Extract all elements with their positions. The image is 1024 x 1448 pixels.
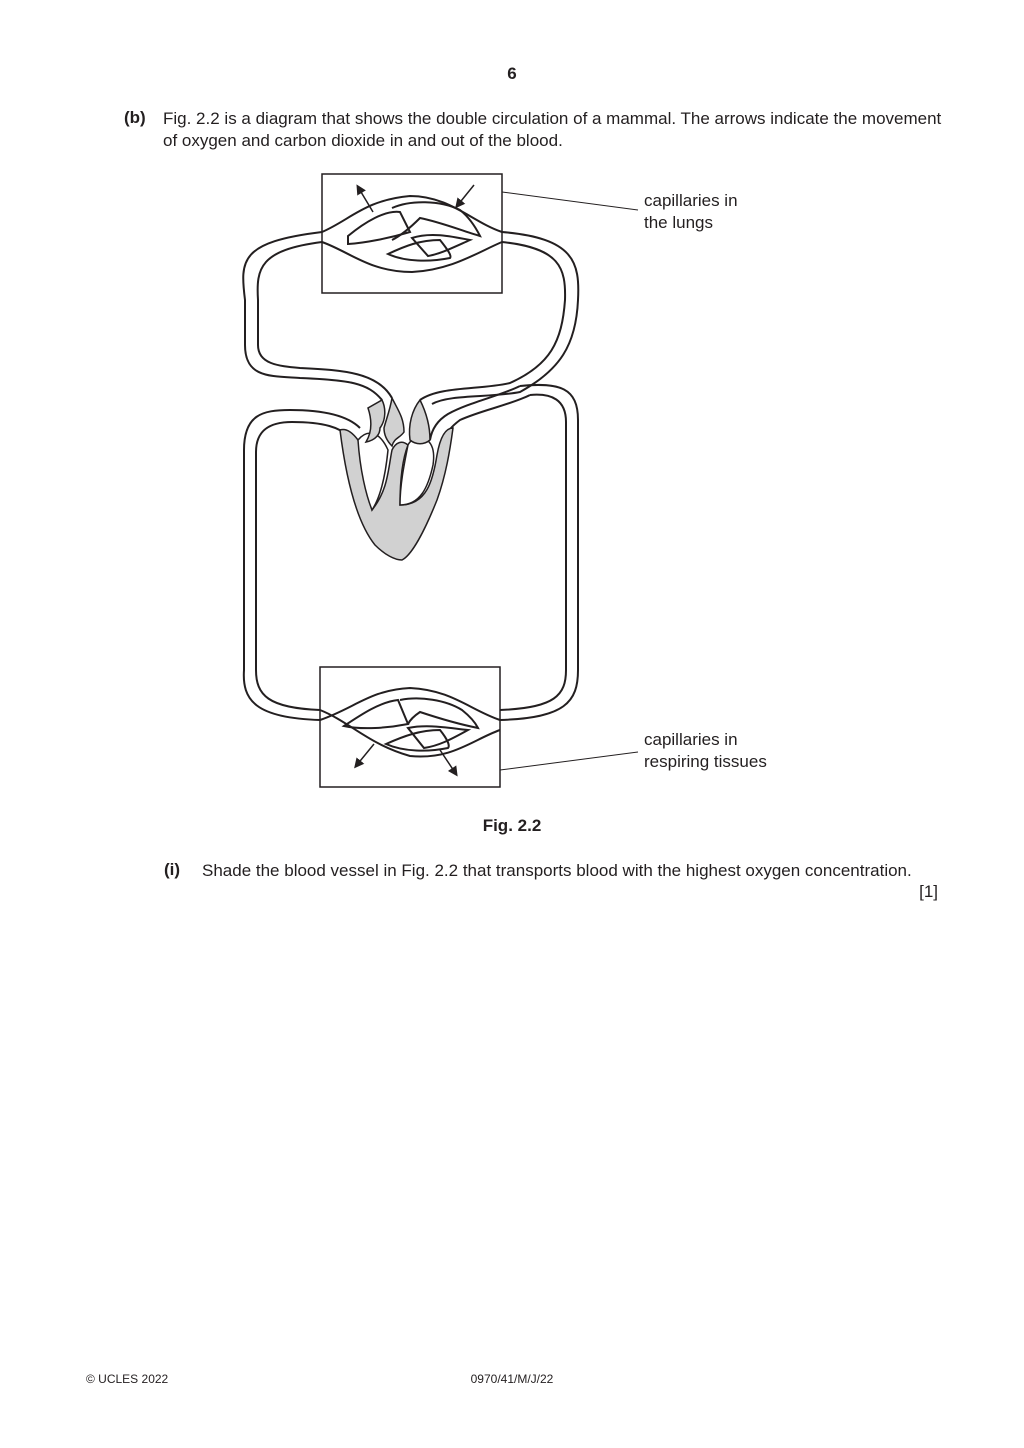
question-b-text: Fig. 2.2 is a diagram that shows the double circulation of a mammal. The arrows indicate the movement of oxygen and carbon dioxide in and out of the blood. [163,109,942,150]
tissue-capillary-box [320,667,500,787]
question-i-text: Shade the blood vessel in Fig. 2.2 that transports blood with the highest oxygen concentration. [202,861,912,880]
page-number: 6 [507,64,517,83]
question-i-label: (i) [164,860,181,879]
lungs-callout-label [644,190,738,234]
figure-caption: Fig. 2.2 [482,816,542,835]
tissues-callout-line2: respiring tissues [644,752,767,771]
lungs-callout-line2: the lungs [644,213,713,232]
footer-paper-code: 0970/41/M/J/22 [470,1372,554,1386]
lungs-callout-line [502,192,638,210]
heart [340,398,453,560]
tissues-callout-line [500,752,638,770]
tissues-callout-label [644,729,767,773]
lungs-callout-line1: capillaries in [644,191,738,210]
lung-capillary-box [322,174,502,293]
question-i-marks: [1] [919,882,938,901]
tissues-callout-line1: capillaries in [644,730,738,749]
question-b-label: (b) [124,108,146,127]
footer-copyright: © UCLES 2022 [86,1372,169,1386]
